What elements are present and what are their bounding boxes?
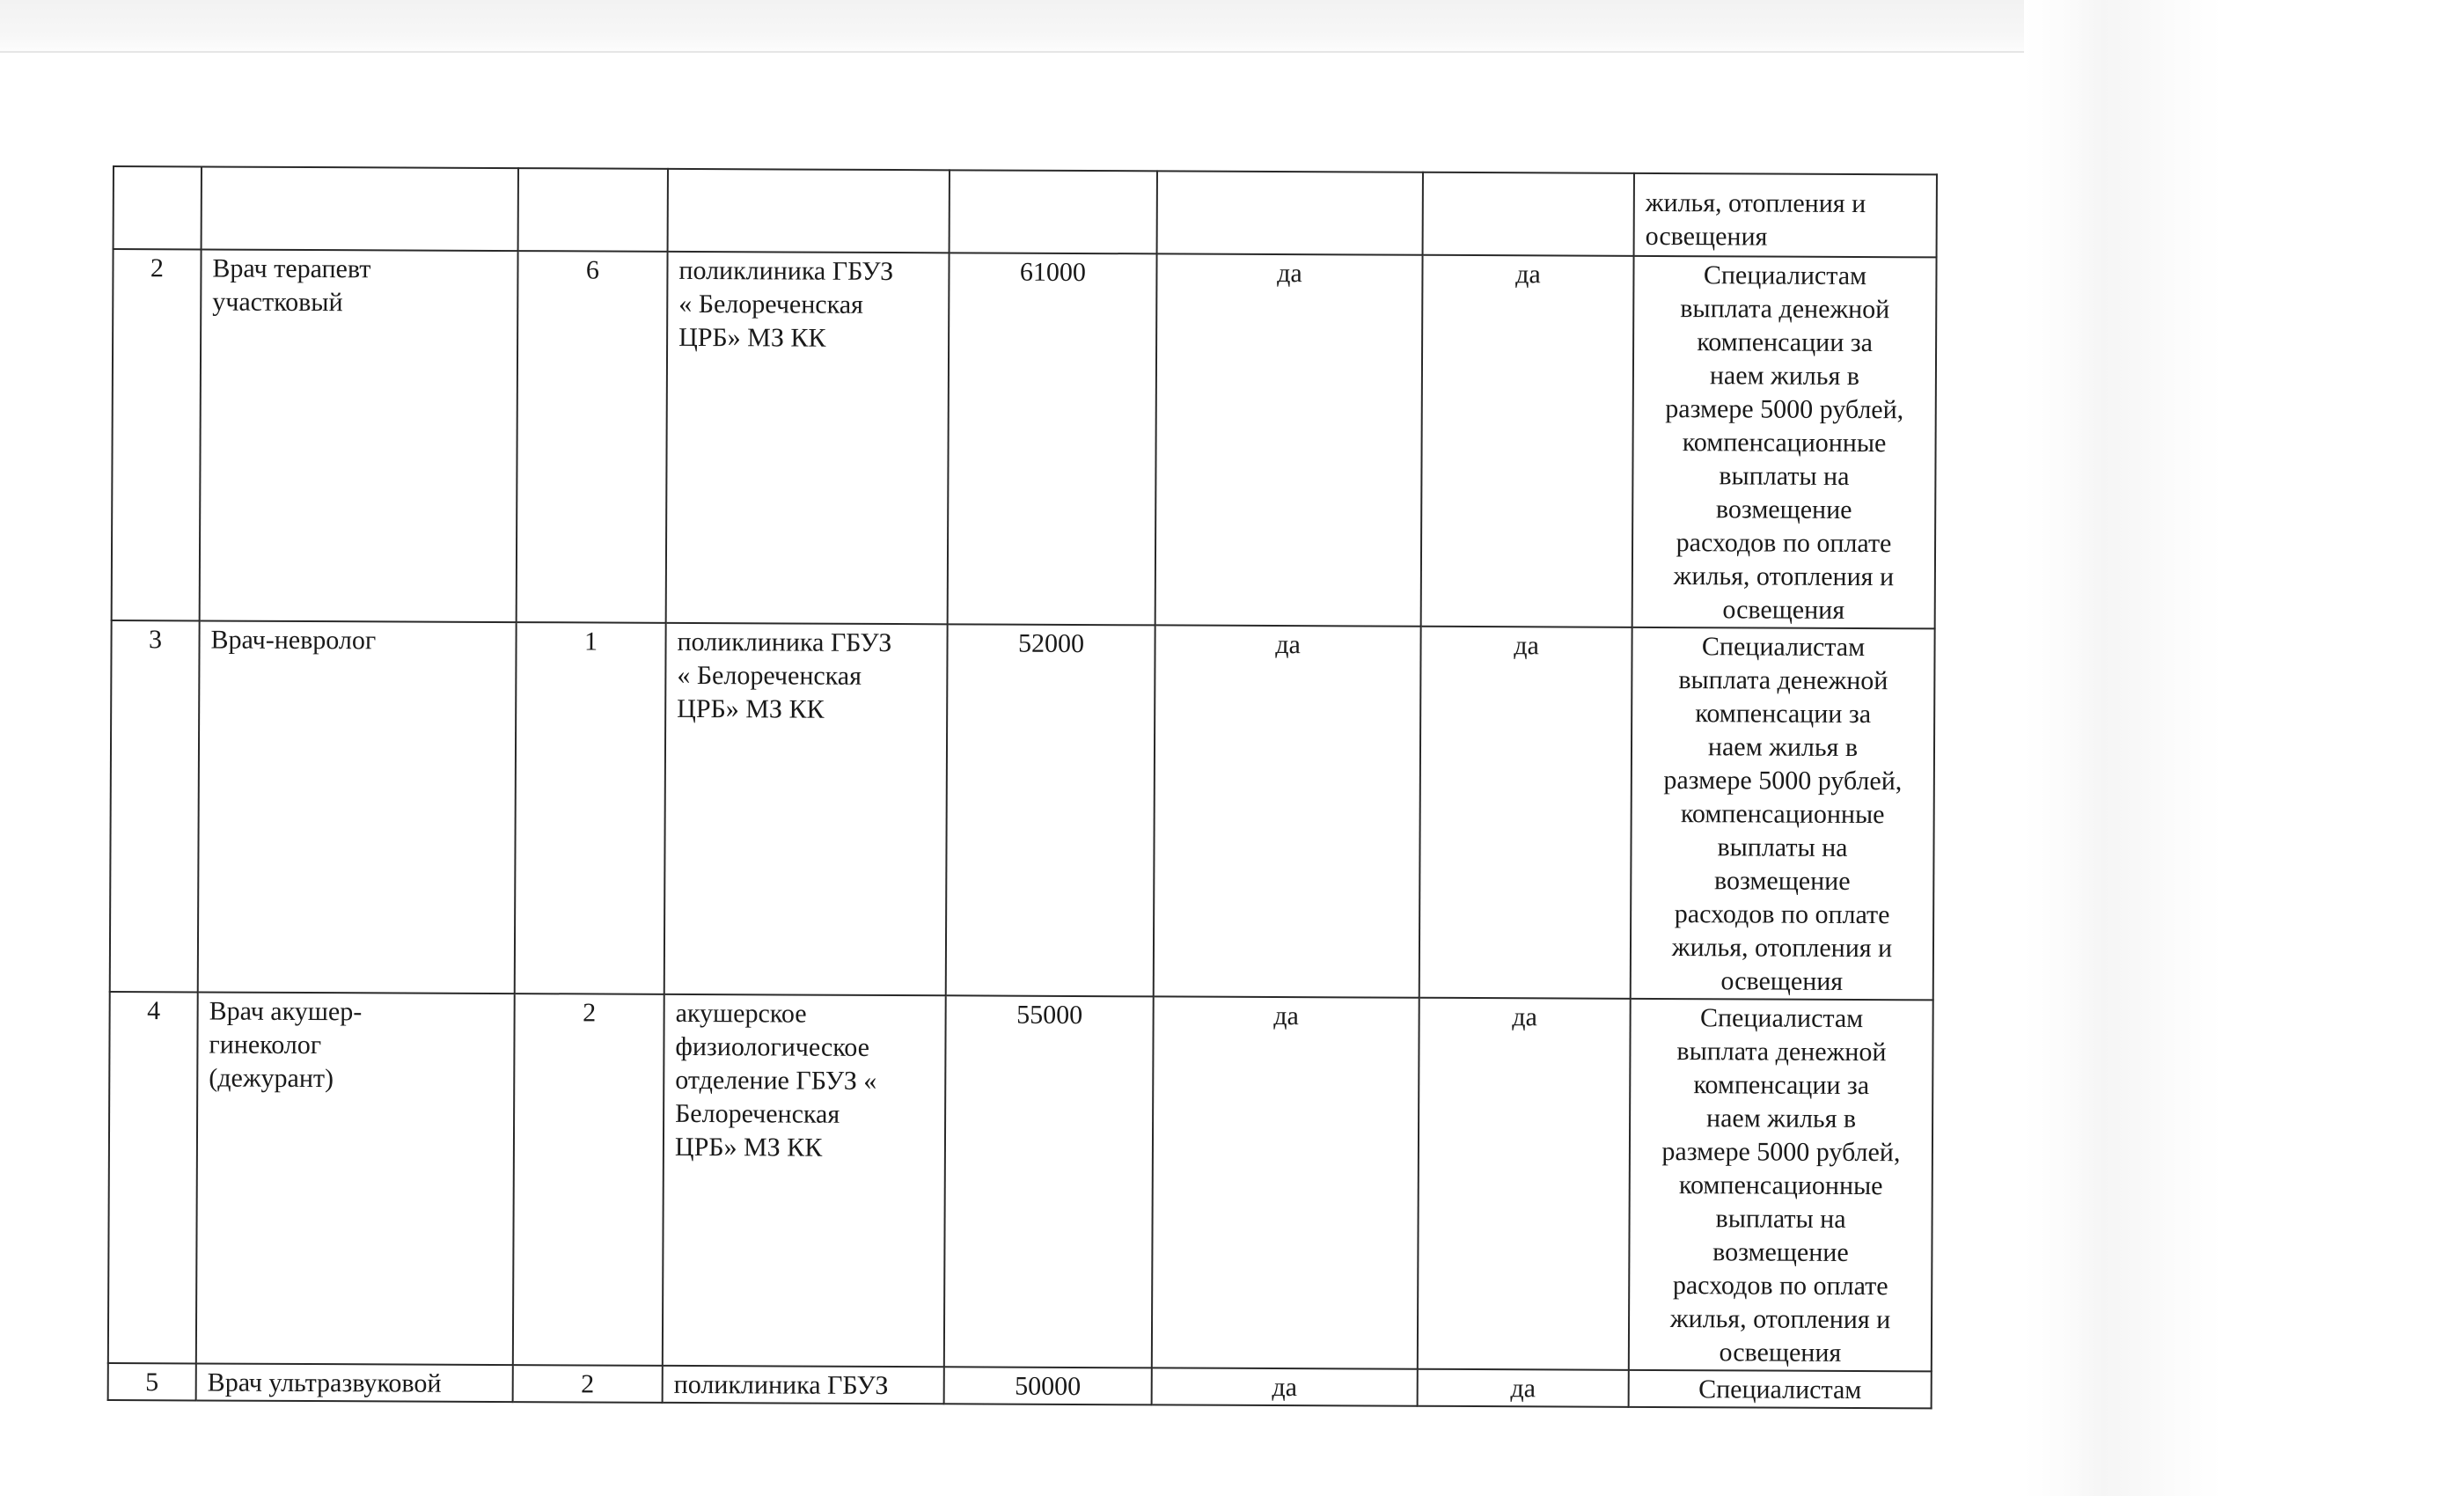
cell-organization: поликлиника ГБУЗ « Белореченская ЦРБ» МЗ КК: [666, 252, 950, 624]
cell-col7: да: [1418, 1369, 1629, 1407]
cell-salary: 52000: [946, 624, 1155, 996]
cell-empty: [114, 166, 202, 249]
table-row: [112, 249, 1937, 628]
cell-empty: [1423, 172, 1634, 256]
cell-quantity: 2: [513, 994, 664, 1366]
cell-col6: да: [1154, 625, 1421, 997]
cell-note: Специалистам выплата денежной компенсации за наем жилья в размере 5000 рублей, компенсационные выплаты на возмещение расходов по оплате жилья, отопления и освещения: [1629, 999, 1933, 1372]
cell-number: 3: [110, 620, 200, 992]
cell-col6: да: [1152, 1368, 1418, 1405]
cell-number: 4: [108, 992, 198, 1363]
cell-col7: да: [1419, 627, 1632, 999]
cell-position: Врач акушер- гинеколог (дежурант): [196, 992, 515, 1365]
cell-salary: 55000: [944, 995, 1154, 1368]
cell-empty: [518, 168, 668, 252]
cell-col6: да: [1155, 253, 1423, 626]
table-row-continued: [114, 166, 1937, 257]
cell-col6: да: [1152, 996, 1419, 1368]
cell-quantity: 2: [513, 1365, 663, 1403]
cell-col7: да: [1418, 998, 1631, 1370]
cell-organization: поликлиника ГБУЗ « Белореченская ЦРБ» МЗ КК: [664, 623, 948, 995]
cell-salary: 50000: [944, 1367, 1152, 1404]
cell-organization: поликлиника ГБУЗ: [663, 1366, 944, 1404]
cell-quantity: 1: [515, 622, 666, 994]
cell-col7: да: [1421, 255, 1634, 627]
cell-empty: [950, 170, 1157, 253]
cell-quantity: 6: [517, 251, 668, 623]
cell-note: Специалистам выплата денежной компенсации за наем жилья в размере 5000 рублей, компенсационные выплаты на возмещение расходов по оплате жилья, отопления и освещения: [1631, 627, 1935, 1001]
scanner-edge-right: [2024, 0, 2464, 1496]
cell-salary: 61000: [948, 253, 1157, 625]
table-row: [108, 992, 1933, 1371]
cell-position: Врач ультразвуковой: [196, 1363, 513, 1402]
cell-position: Врач-невролог: [198, 620, 517, 994]
table-row: [108, 1363, 1932, 1408]
cell-note-continued: жилья, отопления и освещения: [1634, 173, 1937, 258]
cell-position: Врач терапевт участковый: [200, 249, 518, 622]
cell-note: Специалистам: [1629, 1370, 1932, 1409]
cell-organization: акушерское физиологическое отделение ГБУЗ « Белореченская ЦРБ» МЗ КК: [663, 994, 946, 1367]
cell-number: 2: [112, 249, 202, 620]
vacancy-table: [107, 165, 1938, 1409]
cell-note: Специалистам выплата денежной компенсации за наем жилья в размере 5000 рублей, компенсационные выплаты на возмещение расходов по оплате жилья, отопления и освещения: [1632, 256, 1937, 629]
cell-number: 5: [108, 1363, 196, 1400]
scanner-edge-top: [0, 0, 2059, 53]
cell-empty: [1157, 171, 1423, 254]
cell-empty: [202, 166, 518, 251]
cell-empty: [668, 169, 950, 253]
table-row: [110, 620, 1935, 1000]
